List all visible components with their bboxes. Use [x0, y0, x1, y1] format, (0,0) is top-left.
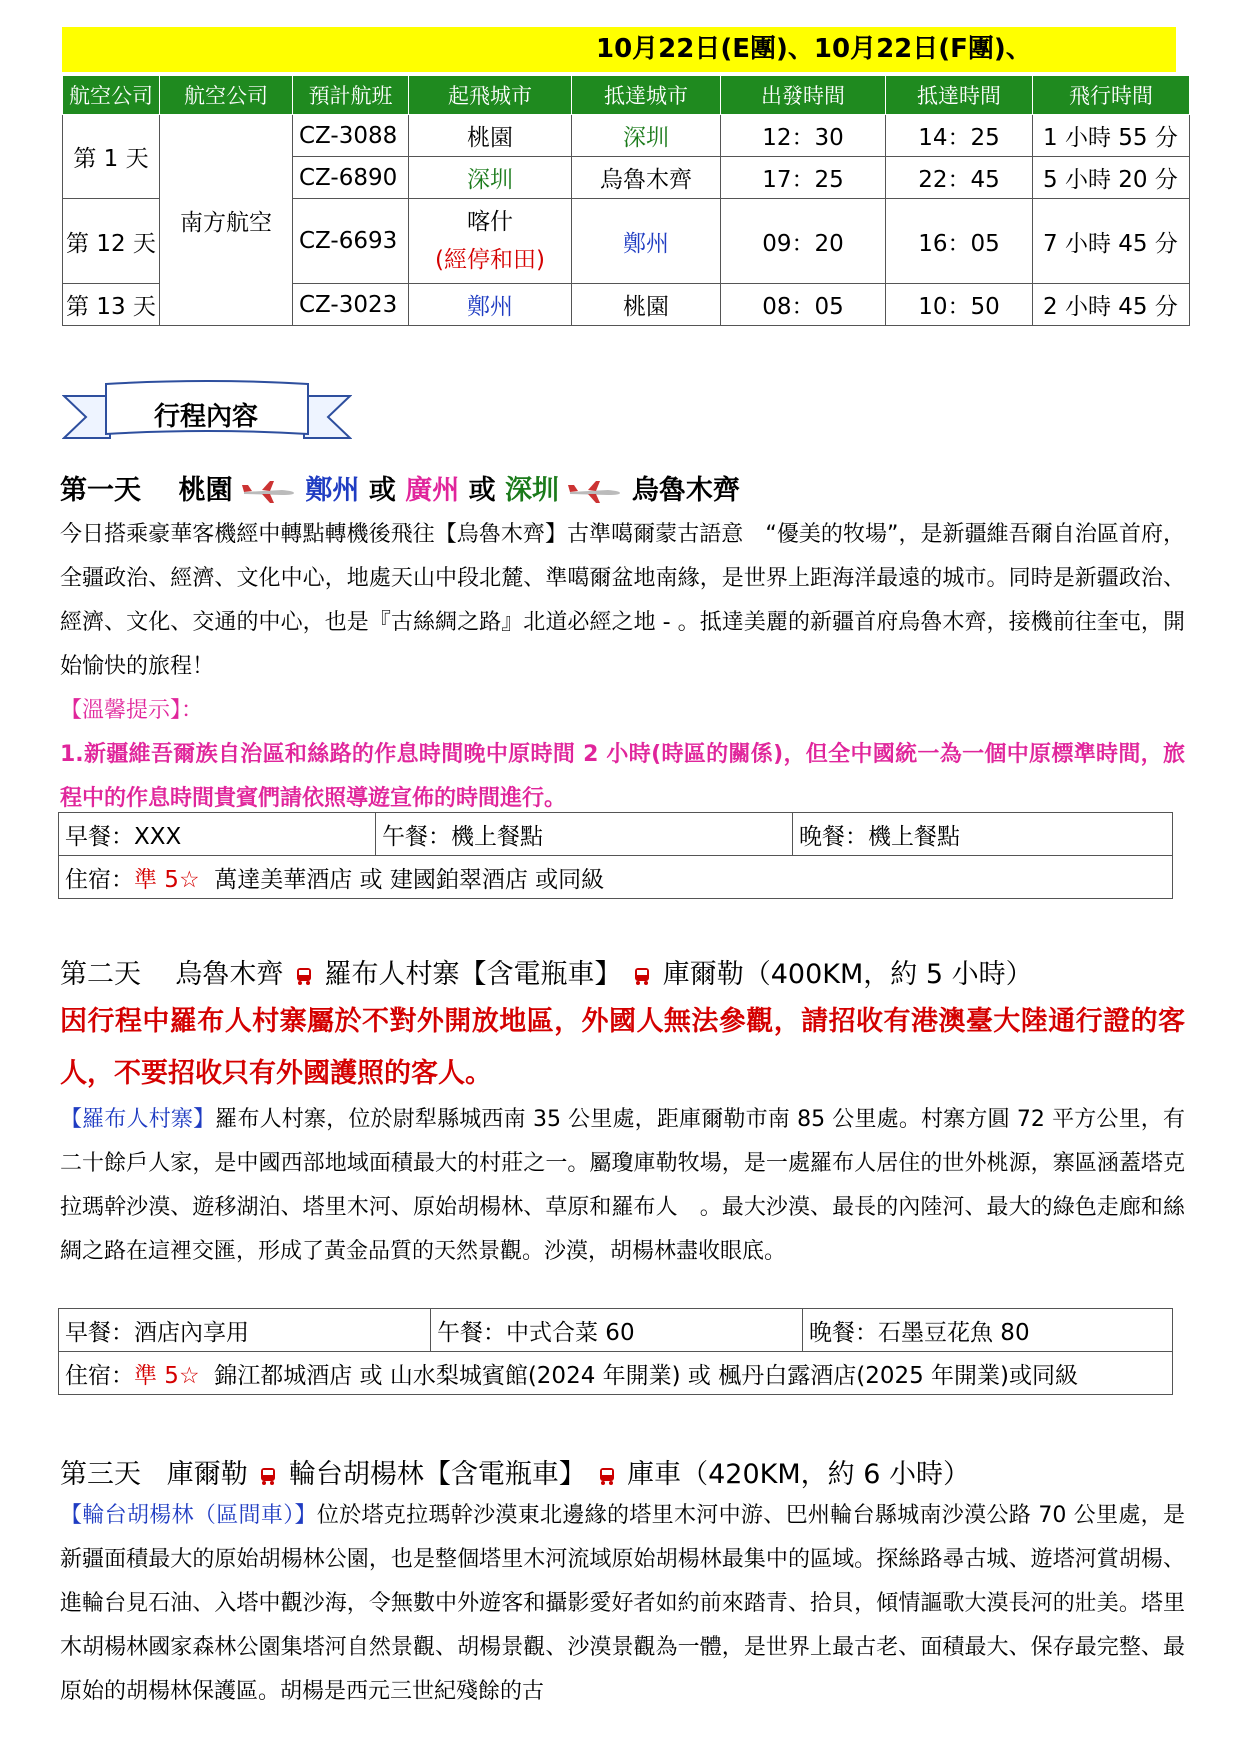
hotel-star: 準 5☆ — [134, 1362, 200, 1389]
day1-title — [60, 468, 740, 507]
place: 烏魯木齊 — [631, 475, 740, 506]
day-cell: 第 12 天 — [63, 199, 160, 284]
arr-time: 16：05 — [886, 199, 1033, 284]
header-cell: 航空公司 — [160, 76, 293, 115]
day1-description — [60, 513, 1185, 821]
place: 廣州 — [405, 475, 460, 506]
header-cell: 飛行時間 — [1033, 76, 1190, 115]
hotel-label: 住宿： — [65, 866, 134, 893]
dep-time: 17：25 — [721, 157, 886, 199]
to-city: 烏魯木齊 — [572, 157, 721, 199]
airplane-icon — [242, 479, 296, 505]
dinner: 晚餐：石墨豆花魚 80 — [803, 1309, 1173, 1352]
stopover-note: (經停和田) — [435, 247, 545, 273]
place: 鄭州 — [305, 475, 360, 506]
dep-time: 09：20 — [721, 199, 886, 284]
arr-time: 22：45 — [886, 157, 1033, 199]
day-prefix: 第一天 — [60, 475, 141, 506]
hotel-label: 住宿： — [65, 1362, 134, 1389]
place: 輪台胡楊林【含電瓶車】 — [288, 1459, 586, 1490]
from-city: 鄭州 — [409, 284, 572, 326]
attraction-lead: 【羅布人村寨】 — [60, 1107, 216, 1132]
day2-title — [60, 952, 1033, 991]
table-row — [63, 115, 1190, 157]
header-cell: 航空公司 — [63, 76, 160, 115]
hotel-star: 準 5☆ — [134, 866, 200, 893]
place: 桃園 — [178, 475, 233, 506]
day2-meals-table — [58, 1308, 1173, 1395]
duration: 5 小時 20 分 — [1033, 157, 1190, 199]
day3-description — [60, 1494, 1185, 1746]
duration: 7 小時 45 分 — [1033, 199, 1190, 284]
from-city-name: 喀什 — [467, 209, 513, 235]
day-cell: 第 13 天 — [63, 284, 160, 326]
header-cell: 出發時間 — [721, 76, 886, 115]
header-cell: 起飛城市 — [409, 76, 572, 115]
place: 羅布人村寨【含電瓶車】 — [324, 959, 622, 990]
breakfast: 早餐：XXX — [59, 813, 376, 856]
dep-time: 08：05 — [721, 284, 886, 326]
bus-icon — [260, 1467, 276, 1485]
from-city — [409, 199, 572, 284]
dep-time: 12：30 — [721, 115, 886, 157]
airplane-icon — [568, 479, 622, 505]
header-cell: 預計航班 — [293, 76, 409, 115]
day-prefix: 第三天 — [60, 1459, 141, 1490]
tip-body: 1.新疆維吾爾族自治區和絲路的作息時間晚中原時間 2 小時(時區的關係)，但全中國統一為一個中原標準時間，旅程中的作息時間貴賓們請依照導遊宣佈的時間進行。 — [60, 742, 1185, 811]
from-city: 深圳 — [409, 157, 572, 199]
day-cell: 第 1 天 — [63, 115, 160, 199]
header-cell: 抵達城市 — [572, 76, 721, 115]
arr-time: 14：25 — [886, 115, 1033, 157]
flight-code: CZ-6693 — [293, 199, 409, 284]
hotel — [59, 1352, 1173, 1395]
lunch: 午餐：機上餐點 — [376, 813, 793, 856]
flight-code: CZ-3023 — [293, 284, 409, 326]
header-cell: 抵達時間 — [886, 76, 1033, 115]
or-text: 或 — [468, 475, 496, 506]
tip-title: 【溫馨提示】： — [60, 698, 204, 723]
hotel-names: 萬達美華酒店 或 建國鉑翠酒店 或同級 — [214, 866, 605, 893]
attraction-lead: 【輪台胡楊林（區間車）】 — [60, 1503, 317, 1528]
dinner: 晚餐：機上餐點 — [793, 813, 1173, 856]
to-city: 桃園 — [572, 284, 721, 326]
day3-body: 位於塔克拉瑪幹沙漠東北邊緣的塔里木河中游、巴州輪台縣城南沙漠公路 70 公里處，是新疆面積最大的原始胡楊林公園，也是整個塔里木河流域原始胡楊林最集中的區域。探絲路尋古城、遊塔河賞胡楊、進輪台見石油、入塔中觀沙海，令無數中外遊客和攝影愛好者如約前來踏青、拾貝，傾情謳歌大漠長河的壯美。塔里木胡楊林國家森林公園集塔河自然景觀、胡楊景觀、沙漠景觀為一體，是世界上最古老、面積最大、保存最完整、最原始的胡楊林保護區。胡楊是西元三世紀殘餘的古 — [60, 1503, 1185, 1704]
day1-body: 今日搭乘豪華客機經中轉點轉機後飛往【烏魯木齊】古準噶爾蒙古語意 “優美的牧場”，是新疆維吾爾自治區首府，全疆政治、經濟、文化中心，地處天山中段北麓、準噶爾盆地南緣，是世界上距海洋最遠的城市。同時是新疆政治、經濟、文化、交通的中心，也是『古絲綢之路』北道必經之地 - 。抵達美麗的新疆首府烏魯木齊，接機前往奎屯，開始愉快的旅程！ — [60, 522, 1185, 679]
bus-icon — [634, 967, 650, 985]
flight-code: CZ-3088 — [293, 115, 409, 157]
banner-label: 行程內容 — [153, 402, 258, 432]
bus-icon — [296, 967, 312, 985]
place: 深圳 — [505, 475, 560, 506]
day2-description — [60, 1098, 1185, 1274]
airline-cell: 南方航空 — [160, 115, 293, 326]
breakfast: 早餐：酒店內享用 — [59, 1309, 431, 1352]
day2-body: 羅布人村寨，位於尉犁縣城西南 35 公里處，距庫爾勒市南 85 公里處。村寨方圓 72 平方公里，有二十餘戶人家，是中國西部地域面積最大的村莊之一。屬瓊庫勒牧場，是一處羅布人居住的世外桃源，寨區涵蓋塔克拉瑪幹沙漠、遊移湖泊、塔里木河、原始胡楊林、草原和羅布人 。最大沙漠、最長的內陸河、最大的綠色走廊和絲綢之路在這裡交匯，形成了黃金品質的天然景觀。沙漠，胡楊林盡收眼底。 — [60, 1107, 1185, 1264]
place: 烏魯木齊 — [175, 959, 284, 990]
or-text: 或 — [368, 475, 396, 506]
duration: 1 小時 55 分 — [1033, 115, 1190, 157]
day3-title — [60, 1452, 970, 1491]
lunch: 午餐：中式合菜 60 — [431, 1309, 803, 1352]
duration: 2 小時 45 分 — [1033, 284, 1190, 326]
place: 庫爾勒 — [166, 1459, 248, 1490]
to-city: 深圳 — [572, 115, 721, 157]
day-prefix: 第二天 — [60, 959, 141, 990]
bus-icon — [599, 1467, 615, 1485]
place: 庫爾勒（400KM，約 5 小時） — [662, 959, 1033, 990]
to-city: 鄭州 — [572, 199, 721, 284]
arr-time: 10：50 — [886, 284, 1033, 326]
day2-warning: 因行程中羅布人村寨屬於不對外開放地區，外國人無法參觀，請招收有港澳臺大陸通行證的客人，不要招收只有外國護照的客人。 — [60, 1006, 1185, 1089]
day1-meals-table — [58, 812, 1173, 899]
flight-code: CZ-6890 — [293, 157, 409, 199]
from-city: 桃園 — [409, 115, 572, 157]
hotel — [59, 856, 1173, 899]
flight-table — [62, 75, 1190, 326]
place: 庫車（420KM，約 6 小時） — [627, 1459, 971, 1490]
date-header: 10月22日(E團)、10月22日(F團)、 — [62, 27, 1176, 72]
table-header-row — [63, 76, 1190, 115]
hotel-names: 錦江都城酒店 或 山水梨城賓館(2024 年開業) 或 楓丹白露酒店(2025 年開業)或同級 — [214, 1362, 1079, 1389]
